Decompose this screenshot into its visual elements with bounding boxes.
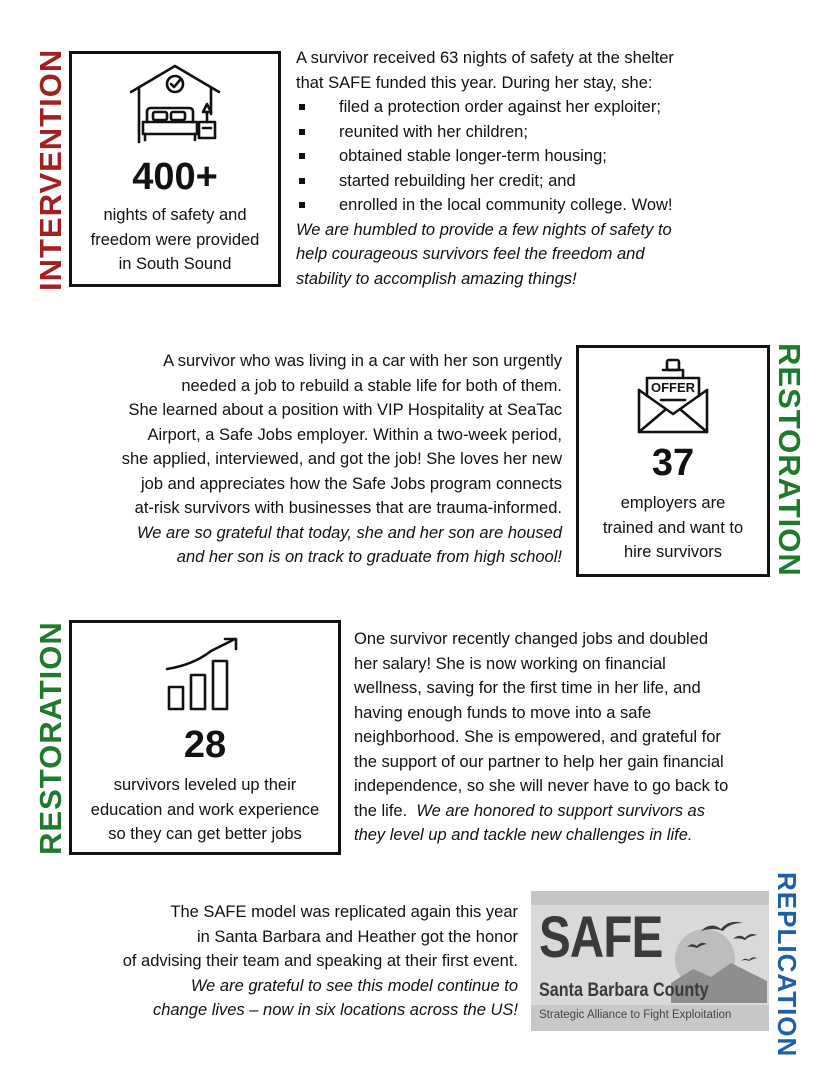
intervention-caption-line: freedom were provided bbox=[90, 230, 260, 249]
story-line: of advising their team and speaking at their first event. bbox=[122, 952, 518, 970]
list-item bbox=[296, 144, 816, 169]
list-item bbox=[296, 95, 816, 120]
list-item-text: reunited with her children; bbox=[339, 122, 528, 141]
story-line: job and appreciates how the Safe Jobs program connects bbox=[140, 474, 562, 493]
education-caption-line: so they can get better jobs bbox=[108, 825, 302, 843]
story-closing-line: stability to accomplish amazing things! bbox=[296, 269, 577, 288]
education-caption-line: education and work experience bbox=[90, 800, 320, 819]
story-closing-text: We are honored to support survivors as bbox=[416, 801, 705, 820]
story-closing-line: and her son is on track to graduate from high school! bbox=[176, 548, 562, 566]
story-closing-line: We are humbled to provide a few nights of safety to bbox=[296, 220, 672, 239]
restoration-education-stat-number: 28 bbox=[183, 724, 227, 766]
story-line: neighborhood. She is empowered, and grateful for bbox=[354, 728, 721, 746]
bullet-icon bbox=[299, 178, 305, 184]
bullet-icon bbox=[299, 153, 305, 159]
svg-text:OFFER: OFFER bbox=[650, 380, 696, 395]
growth-chart-icon bbox=[72, 635, 338, 718]
story-line: her salary! She is now working on financial bbox=[354, 654, 666, 673]
intervention-caption-line: in South Sound bbox=[118, 255, 232, 273]
bullet-icon bbox=[299, 104, 305, 110]
story-line: needed a job to rebuild a stable life for both of them. bbox=[181, 376, 562, 395]
restoration-education-stat-box bbox=[69, 620, 341, 855]
list-item bbox=[296, 193, 816, 218]
bedroom-heart-icon bbox=[72, 62, 278, 149]
intervention-caption-line: nights of safety and bbox=[103, 206, 247, 224]
story-closing-line: We are grateful to see this model continue to bbox=[190, 976, 518, 995]
intervention-story bbox=[296, 46, 816, 291]
safe-santa-barbara-logo bbox=[531, 891, 769, 1031]
story-closing-line: We are so grateful that today, she and her son are housed bbox=[137, 523, 562, 542]
list-item-text: enrolled in the local community college. Wow! bbox=[339, 196, 673, 214]
list-item-text: obtained stable longer-term housing; bbox=[339, 147, 607, 165]
list-item-text: started rebuilding her credit; and bbox=[339, 171, 576, 190]
restoration-jobs-stat-number: 37 bbox=[651, 442, 695, 484]
story-line: wellness, saving for the first time in her life, and bbox=[354, 679, 701, 697]
bullet-icon bbox=[299, 129, 305, 135]
jobs-caption-line: hire survivors bbox=[623, 543, 723, 561]
accomplishment-list bbox=[296, 95, 816, 218]
story-line bbox=[354, 799, 824, 824]
restoration-jobs-stat-box bbox=[576, 345, 770, 577]
story-line: independence, so she will never have to go back to bbox=[354, 777, 729, 795]
story-closing-line: they level up and tackle new challenges in life. bbox=[354, 826, 693, 844]
story-line: A survivor who was living in a car with her son urgently bbox=[163, 352, 562, 370]
restoration-jobs-side-label: RESTORATION bbox=[772, 343, 807, 577]
restoration-education-side-label: RESTORATION bbox=[33, 621, 68, 855]
story-line: Airport, a Safe Jobs employer. Within a two-week period, bbox=[147, 425, 562, 444]
replication-side-label: REPLICATION bbox=[772, 872, 802, 1058]
story-line: One survivor recently changed jobs and doubled bbox=[354, 630, 709, 648]
jobs-caption-line: trained and want to bbox=[602, 518, 744, 537]
education-caption-line: survivors leveled up their bbox=[113, 776, 297, 794]
logo-county: Santa Barbara County bbox=[539, 980, 709, 1001]
intervention-side-label: INTERVENTION bbox=[33, 48, 68, 291]
restoration-education-story bbox=[354, 627, 824, 848]
replication-story bbox=[40, 900, 518, 1023]
restoration-jobs-story bbox=[40, 349, 562, 570]
story-line: the support of our partner to help her gain financial bbox=[354, 752, 724, 771]
jobs-caption-line: employers are bbox=[620, 494, 726, 512]
bullet-icon bbox=[299, 202, 305, 208]
logo-wordmark: SAFE bbox=[539, 905, 663, 970]
story-closing-line: change lives – now in six locations across the US! bbox=[152, 1001, 518, 1019]
list-item-text: filed a protection order against her exploiter; bbox=[339, 98, 661, 116]
story-line: she applied, interviewed, and got the job! She loves her new bbox=[121, 450, 562, 468]
story-line: having enough funds to move into a safe bbox=[354, 703, 652, 722]
story-line: The SAFE model was replicated again this year bbox=[170, 903, 518, 921]
intervention-stat-number: 400+ bbox=[132, 156, 218, 198]
story-line: She learned about a position with VIP Hospitality at SeaTac bbox=[128, 401, 562, 419]
job-offer-envelope-icon bbox=[579, 356, 767, 441]
intervention-stat-box bbox=[69, 51, 281, 287]
story-text: the life. bbox=[354, 801, 417, 820]
logo-tagline: Strategic Alliance to Fight Exploitation bbox=[539, 1009, 732, 1021]
story-line: A survivor received 63 nights of safety at the shelter bbox=[296, 49, 674, 67]
list-item bbox=[296, 169, 816, 194]
list-item bbox=[296, 120, 816, 145]
story-closing-line: help courageous survivors feel the freedom and bbox=[296, 245, 645, 263]
story-line: at-risk survivors with businesses that are trauma-informed. bbox=[134, 499, 562, 517]
story-line: in Santa Barbara and Heather got the honor bbox=[196, 927, 518, 946]
story-line: that SAFE funded this year. During her stay, she: bbox=[296, 73, 653, 92]
